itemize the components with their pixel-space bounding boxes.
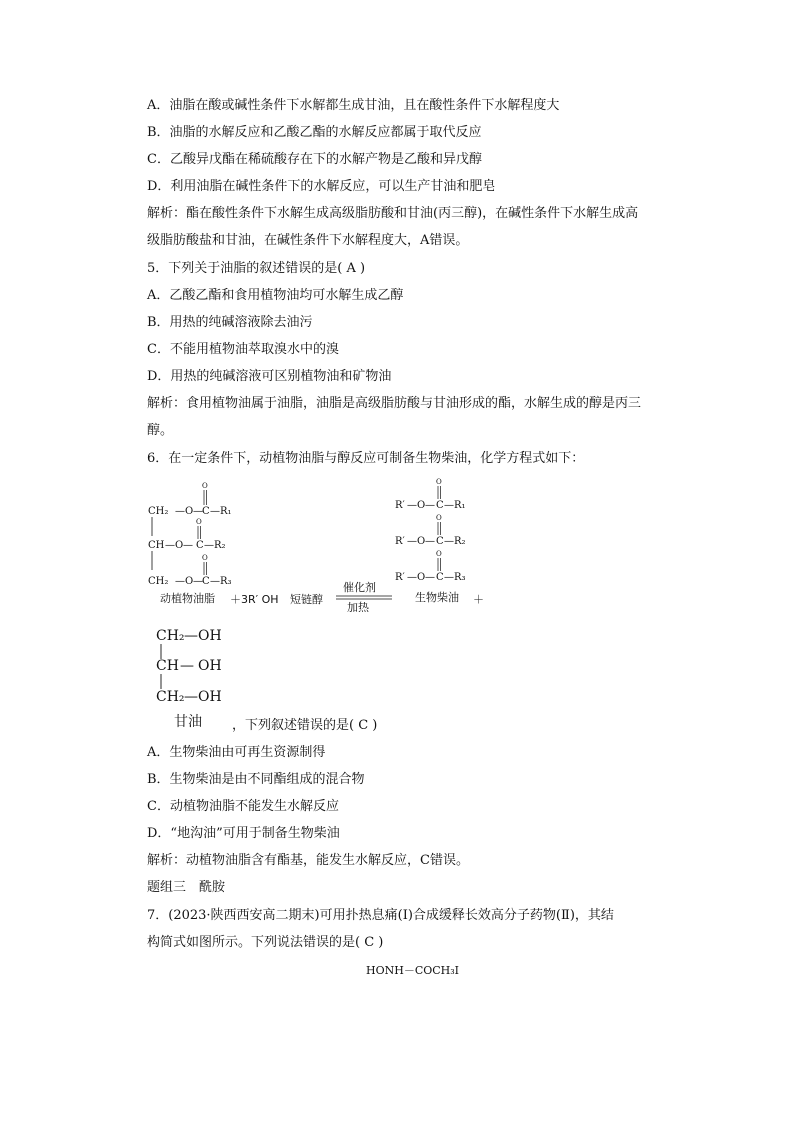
q5-option-c: C．不能用植物油萃取溴水中的溴 xyxy=(147,342,339,357)
svg-text:C: C xyxy=(436,536,444,547)
svg-text:—: — xyxy=(183,540,193,551)
reagent-label: 短链醇 xyxy=(290,593,323,606)
svg-text:C: C xyxy=(196,540,204,551)
svg-text:OH: OH xyxy=(198,658,222,674)
q4-option-b: B．油脂的水解反应和乙酸乙酯的水解反应都属于取代反应 xyxy=(147,125,482,140)
svg-text:—: — xyxy=(407,500,417,511)
svg-text:—: — xyxy=(425,536,435,547)
svg-text:—: — xyxy=(175,506,185,517)
svg-text:—: — xyxy=(210,576,220,587)
svg-text:O: O xyxy=(202,554,208,562)
q6-option-a: A．生物柴油由可再生资源制得 xyxy=(147,745,326,760)
svg-text:—: — xyxy=(204,540,214,551)
svg-text:—: — xyxy=(180,658,194,674)
svg-text:CH₂: CH₂ xyxy=(156,628,185,644)
svg-text:—: — xyxy=(165,540,175,551)
svg-text:OH: OH xyxy=(198,689,222,705)
q7-formula: HONH－COCH₃Ⅰ xyxy=(366,964,460,977)
svg-text:—: — xyxy=(175,576,185,587)
q4-explanation-line2: 级脂肪酸盐和甘油，在碱性条件下水解程度大，A错误。 xyxy=(147,233,469,248)
svg-text:—: — xyxy=(210,506,220,517)
svg-text:O: O xyxy=(436,514,442,522)
svg-text:O: O xyxy=(175,540,184,551)
svg-text:C: C xyxy=(436,572,444,583)
svg-text:O: O xyxy=(417,500,426,511)
q6-explanation: 解析：动植物油脂含有酯基，能发生水解反应，C错误。 xyxy=(147,853,469,868)
glycerol-structure xyxy=(152,622,242,734)
product-label: 生物柴油 xyxy=(415,591,459,604)
reactant-label: 动植物油脂 xyxy=(160,592,215,605)
svg-text:R₃: R₃ xyxy=(454,572,466,583)
svg-text:—: — xyxy=(444,536,454,547)
svg-text:—: — xyxy=(444,572,454,583)
svg-text:O: O xyxy=(196,518,202,526)
svg-text:C: C xyxy=(202,576,210,587)
svg-text:—: — xyxy=(193,506,203,517)
q4-option-d: D．利用油脂在碱性条件下的水解反应，可以生产甘油和肥皂 xyxy=(147,179,496,194)
svg-text:C: C xyxy=(202,506,210,517)
svg-text:R₁: R₁ xyxy=(454,500,466,511)
svg-text:O: O xyxy=(185,576,194,587)
q6-stem: 6．在一定条件下，动植物油脂与醇反应可制备生物柴油，化学方程式如下： xyxy=(147,451,585,466)
svg-text:O: O xyxy=(436,478,442,486)
svg-text:—: — xyxy=(407,572,417,583)
svg-text:O: O xyxy=(436,550,442,558)
svg-text:—: — xyxy=(425,572,435,583)
biodiesel-structure xyxy=(395,478,466,604)
reaction-arrow xyxy=(336,580,392,612)
q5-option-d: D．用热的纯碱溶液可区别植物油和矿物油 xyxy=(147,369,392,384)
svg-text:CH: CH xyxy=(156,658,179,674)
plus-sign: ＋ xyxy=(473,593,484,606)
q5-explanation-line1: 解析：食用植物油属于油脂，油脂是高级脂肪酸与甘油形成的酯，水解生成的醇是丙三 xyxy=(147,396,642,411)
q6-option-d: D．“地沟油”可用于制备生物柴油 xyxy=(147,826,340,841)
svg-text:R₂: R₂ xyxy=(214,540,226,551)
q5-option-b: B．用热的纯碱溶液除去油污 xyxy=(147,315,313,330)
q5-option-a: A．乙酸乙酯和食用植物油均可水解生成乙醇 xyxy=(147,288,404,303)
q4-explanation-line1: 解析：酯在酸性条件下水解生成高级脂肪酸和甘油(丙三醇)，在碱性条件下水解生成高 xyxy=(147,206,639,221)
svg-text:O: O xyxy=(417,536,426,547)
svg-text:—: — xyxy=(184,628,198,644)
svg-text:C: C xyxy=(436,500,444,511)
q7-stem-line2: 构简式如图所示。下列说法错误的是( C ) xyxy=(147,935,384,950)
condition-label: 加热 xyxy=(347,601,369,612)
reagent: ＋3R′ OH xyxy=(230,593,279,606)
q4-option-c: C．乙酸异戊酯在稀硫酸存在下的水解产物是乙酸和异戊醇 xyxy=(147,152,482,167)
triglyceride-structure xyxy=(148,482,232,605)
svg-text:—: — xyxy=(407,536,417,547)
svg-text:—: — xyxy=(193,576,203,587)
svg-text:—: — xyxy=(184,689,198,705)
svg-text:R′: R′ xyxy=(395,572,405,583)
svg-text:OH: OH xyxy=(198,628,222,644)
svg-text:R₁: R₁ xyxy=(220,506,232,517)
svg-text:R′: R′ xyxy=(395,500,405,511)
q5-stem: 5．下列关于油脂的叙述错误的是( A ) xyxy=(147,261,366,276)
q6-option-c: C．动植物油脂不能发生水解反应 xyxy=(147,799,339,814)
catalyst-label: 催化剂 xyxy=(343,581,376,594)
ch-middle: CH xyxy=(148,540,165,551)
glycerol-label: 甘油 xyxy=(174,714,202,730)
svg-text:R₃: R₃ xyxy=(220,576,232,587)
svg-text:O: O xyxy=(202,482,208,490)
svg-text:O: O xyxy=(185,506,194,517)
reaction-equation-diagram xyxy=(140,472,500,612)
svg-text:—: — xyxy=(425,500,435,511)
ch2-bottom: CH₂ xyxy=(148,576,169,587)
svg-text:—: — xyxy=(444,500,454,511)
group-heading: 题组三 酰胺 xyxy=(147,880,226,895)
svg-text:R′: R′ xyxy=(395,536,405,547)
svg-text:R₂: R₂ xyxy=(454,536,466,547)
svg-text:O: O xyxy=(417,572,426,583)
q6-stem-tail: ，下列叙述错误的是( C ) xyxy=(232,718,378,733)
q4-option-a: A．油脂在酸或碱性条件下水解都生成甘油，且在酸性条件下水解程度大 xyxy=(147,98,560,113)
q5-explanation-line2: 醇。 xyxy=(147,423,174,438)
svg-text:CH₂: CH₂ xyxy=(156,689,185,705)
q6-option-b: B．生物柴油是由不同酯组成的混合物 xyxy=(147,772,365,787)
ch2-top: CH₂ xyxy=(148,506,169,517)
q7-stem-line1: 7．(2023·陕西西安高二期末)可用扑热息痛(Ⅰ)合成缓释长效高分子药物(Ⅱ)，其结 xyxy=(147,908,614,923)
